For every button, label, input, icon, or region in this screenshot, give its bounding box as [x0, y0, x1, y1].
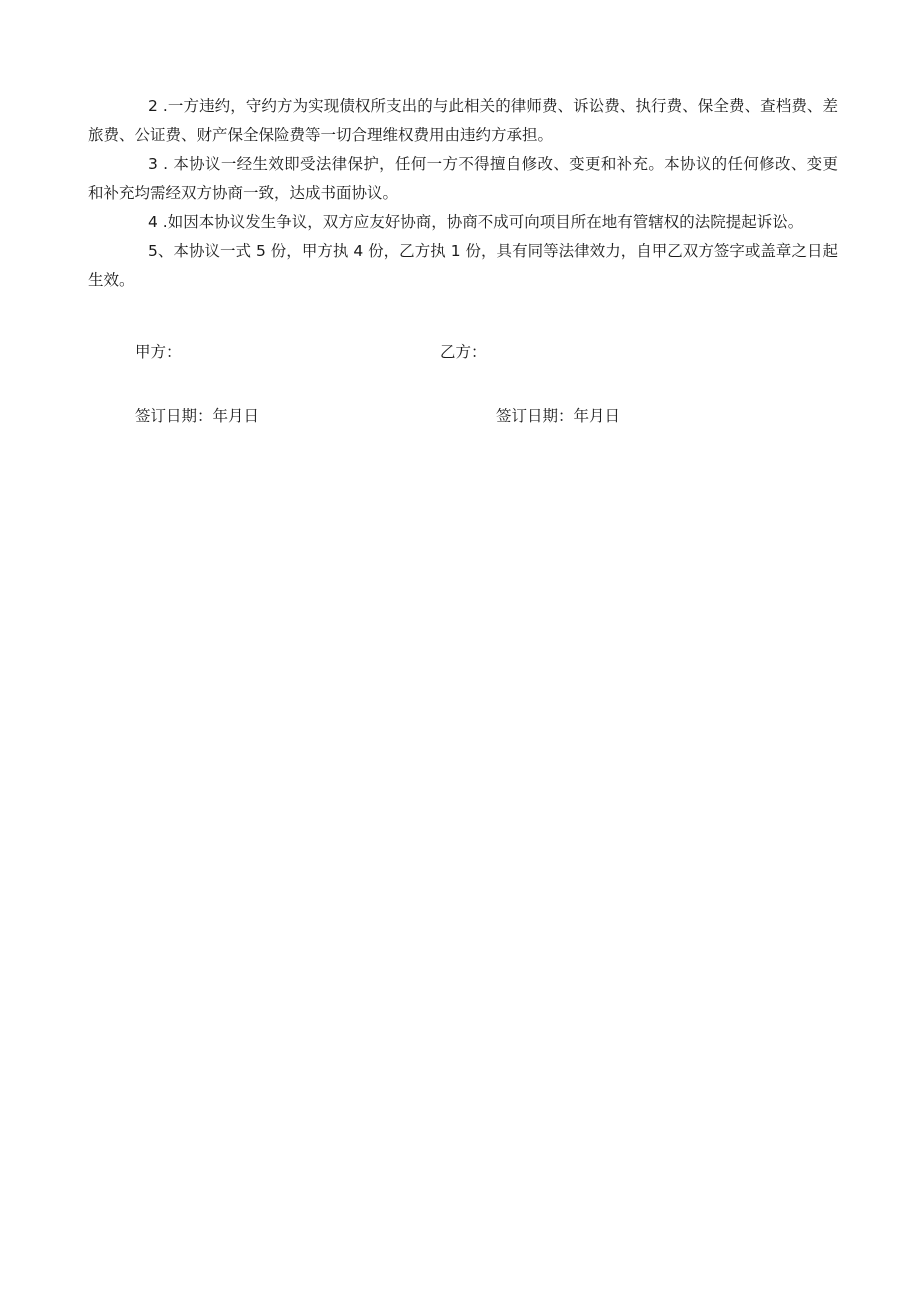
clause-text: 、本协议一式 5 份，甲方执 4 份，乙方执 1 份，具有同等法律效力，自甲乙双方签字或盖章之日起生效。 — [88, 242, 838, 289]
clause-3 — [88, 150, 838, 208]
clause-text: .一方违约，守约方为实现债权所支出的与此相关的律师费、诉讼费、执行费、保全费、查档费、差旅费、公证费、财产保全保险费等一切合理维权费用由违约方承担。 — [88, 97, 838, 144]
clause-number: 5 — [148, 242, 158, 260]
party-a-sign-date: 签订日期：年月日 — [135, 407, 260, 425]
party-b-sign-date: 签订日期：年月日 — [496, 407, 621, 425]
party-a-label: 甲方： — [135, 343, 182, 361]
clause-text: . 本协议一经生效即受法律保护，任何一方不得擅自修改、变更和补充。本协议的任何修改、变更和补充均需经双方协商一致，达成书面协议。 — [88, 155, 838, 202]
clause-2 — [88, 92, 838, 150]
clause-5 — [88, 237, 838, 295]
clause-number: 4 — [148, 213, 158, 231]
clause-number: 3 — [148, 155, 158, 173]
clause-text: .如因本协议发生争议，双方应友好协商，协商不成可向项目所在地有管辖权的法院提起诉讼。 — [157, 213, 804, 231]
agreement-clauses — [88, 92, 838, 295]
clause-4 — [88, 208, 838, 237]
party-b-label: 乙方： — [440, 343, 487, 361]
clause-number: 2 — [148, 97, 158, 115]
